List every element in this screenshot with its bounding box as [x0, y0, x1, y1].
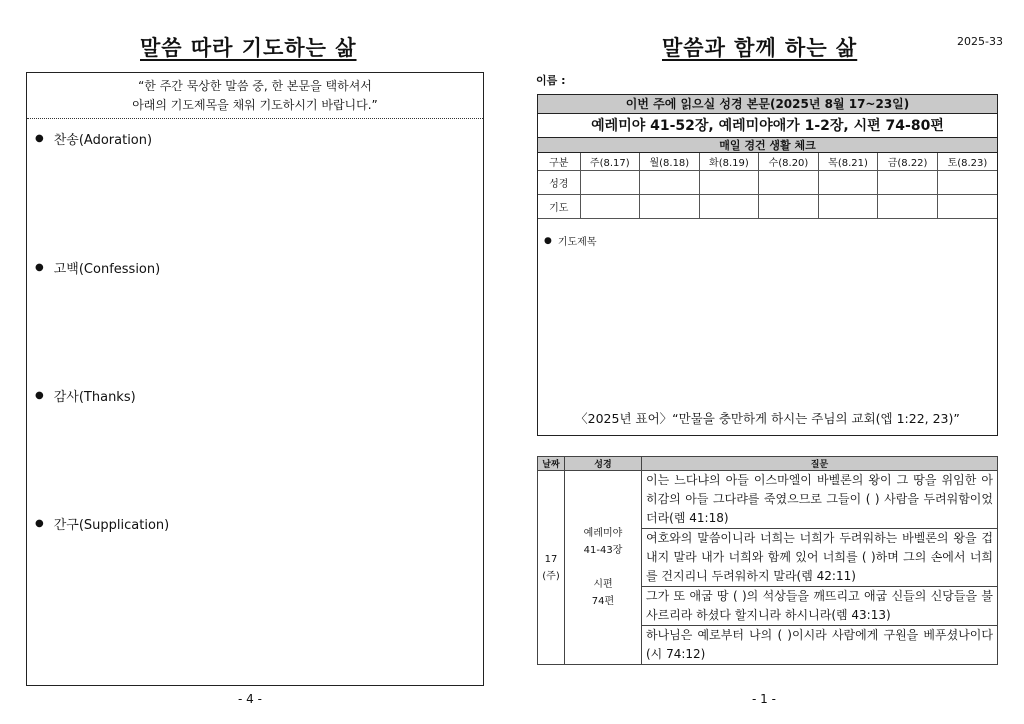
check-cell[interactable]: [580, 171, 640, 195]
checklist-row-prayer: [538, 195, 997, 219]
daily-checklist-table: [538, 153, 997, 219]
check-cell[interactable]: [818, 195, 878, 219]
check-cell[interactable]: [699, 195, 759, 219]
prayer-topics: [544, 233, 597, 248]
yearly-motto: 〈2025년 표어〉“만물을 충만하게 하시는 주님의 교회(엡 1:22, 23)”: [575, 411, 960, 426]
bullet-icon: ●: [35, 390, 44, 401]
date-weekday: (주): [542, 570, 560, 582]
prayer-item-supplication: [35, 514, 169, 533]
instruction-line-1: “한 주간 묵상한 말씀 중, 한 본문을 택하셔서: [138, 79, 372, 93]
prayer-item-label: 간구(Supplication): [53, 518, 170, 533]
question-text: 이는 느다냐의 아들 이스마엘이 바벨론의 왕이 그 땅을 위임한 아히감의 아들 그다랴를 죽였으므로 그들이 ( ) 사람을 두려워함이었더라(렘 41:18): [642, 471, 998, 529]
prayer-instructions: [27, 73, 483, 119]
left-page-number: - 4 -: [238, 692, 262, 706]
right-page-number: - 1 -: [752, 692, 776, 706]
bible-header: 성경: [565, 457, 642, 471]
question-text: 그가 또 애굽 땅 ( )의 석상들을 깨뜨리고 애굽 신들의 신당들을 불사르리라 하셨다 할지니라 하시니라(렘 43:13): [642, 587, 998, 626]
column-header: 구분: [538, 153, 580, 171]
column-header: 토(8.23): [937, 153, 997, 171]
bullet-icon: ●: [35, 133, 44, 144]
check-cell[interactable]: [580, 195, 640, 219]
column-header: 목(8.21): [818, 153, 878, 171]
column-header: 수(8.20): [759, 153, 819, 171]
question-text: 여호와의 말씀이니라 너희는 너희가 두려워하는 바벨론의 왕을 겁내지 말라 내가 너희와 함께 있어 너희를 ( )하며 그의 손에서 너희를 건지리니 두려워하지 말라(렘 42:11): [642, 529, 998, 587]
questions-header-row: [538, 457, 998, 471]
prayer-item-label: 고백(Confession): [53, 262, 161, 277]
row-label: 기도: [538, 195, 580, 219]
name-label: 이름 :: [536, 74, 566, 87]
prayer-item-thanks: [35, 386, 136, 405]
bible-chapters: 74편: [591, 596, 615, 607]
prayer-topics-label: 기도제목: [557, 237, 597, 248]
check-cell[interactable]: [640, 195, 700, 219]
column-header: 월(8.18): [640, 153, 700, 171]
bullet-icon: ●: [35, 518, 44, 529]
bible-book: 예레미야: [583, 528, 623, 539]
bible-chapters: 41-43장: [583, 545, 623, 556]
prayer-item-confession: [35, 258, 160, 277]
column-header: 화(8.19): [699, 153, 759, 171]
right-page-title: 말씀과 함께 하는 삶: [662, 36, 858, 60]
question-row: [538, 471, 998, 529]
question-text: 하나님은 예로부터 나의 ( )이시라 사람에게 구원을 베푸셨나이다(시 74:12): [642, 626, 998, 665]
check-cell[interactable]: [937, 195, 997, 219]
bible-cell: [565, 471, 642, 665]
check-cell[interactable]: [878, 171, 938, 195]
left-page-title: 말씀 따라 기도하는 삶: [140, 36, 357, 60]
checklist-header-row: [538, 153, 997, 171]
issue-number: 2025-33: [957, 35, 1003, 48]
bible-book: 시편: [593, 579, 613, 590]
reading-range: 예레미야 41-52장, 예레미야애가 1-2장, 시편 74-80편: [538, 114, 997, 138]
bullet-icon: ●: [35, 262, 44, 273]
check-cell[interactable]: [818, 171, 878, 195]
date-day: 17: [544, 553, 558, 565]
reading-header: 이번 주에 읽으실 성경 본문(2025년 8월 17~23일): [538, 95, 997, 114]
reading-box: [537, 94, 998, 436]
questions-table: [537, 456, 998, 665]
checklist-row-bible: [538, 171, 997, 195]
check-cell[interactable]: [759, 171, 819, 195]
prayer-item-adoration: [35, 129, 152, 148]
checklist-header: 매일 경건 생활 체크: [538, 138, 997, 153]
prayer-box: [26, 72, 484, 686]
bullet-icon: ●: [544, 235, 552, 246]
check-cell[interactable]: [759, 195, 819, 219]
prayer-item-label: 감사(Thanks): [53, 390, 136, 405]
column-header: 주(8.17): [580, 153, 640, 171]
date-cell: [538, 471, 565, 665]
row-label: 성경: [538, 171, 580, 195]
instruction-line-2: 아래의 기도제목을 채워 기도하시기 바랍니다.”: [132, 98, 378, 112]
column-header: 금(8.22): [878, 153, 938, 171]
prayer-item-label: 찬송(Adoration): [53, 133, 153, 148]
question-header: 질문: [642, 457, 998, 471]
check-cell[interactable]: [699, 171, 759, 195]
check-cell[interactable]: [937, 171, 997, 195]
check-cell[interactable]: [640, 171, 700, 195]
date-header: 날짜: [538, 457, 565, 471]
check-cell[interactable]: [878, 195, 938, 219]
